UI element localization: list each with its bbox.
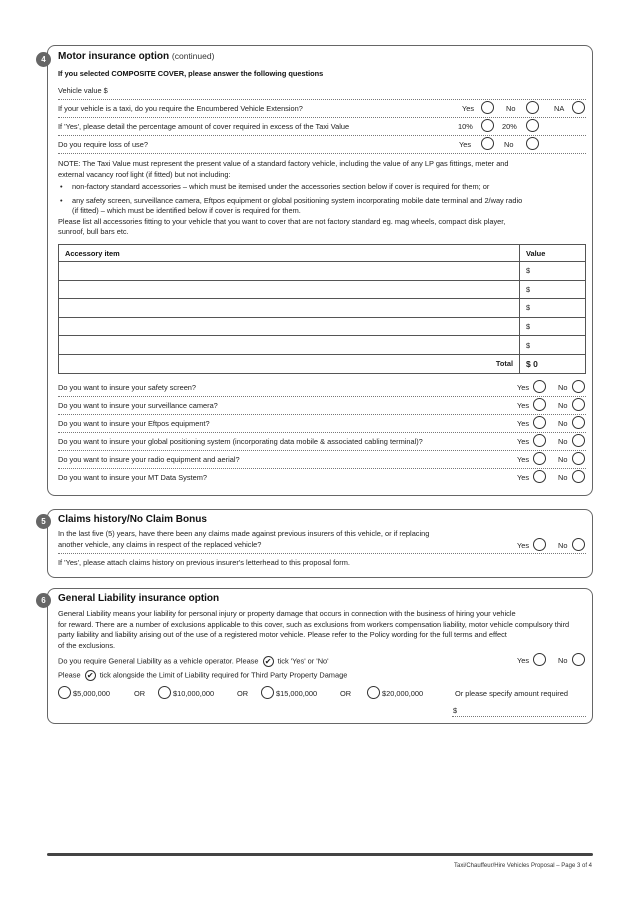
ten-percent-label: 10% xyxy=(458,122,473,131)
question-row-gps xyxy=(58,433,586,451)
paragraph-line: for reward. There are a number of exclusions applicable to this cover, such as exclusions from workers compensation liability, motor vehicle compulsory third xyxy=(58,619,570,629)
column-header-value: Value xyxy=(520,245,586,262)
limit-20m-radio[interactable] xyxy=(367,686,380,699)
yes-radio[interactable] xyxy=(533,380,546,393)
question-text: Do you want to insure your Eftpos equipment? xyxy=(58,419,210,428)
no-label: No xyxy=(558,419,568,428)
accessory-value-cell[interactable]: $ xyxy=(520,280,586,299)
yes-label: Yes xyxy=(517,455,530,464)
limit-20m-label: $20,000,000 xyxy=(382,689,424,698)
section-subtitle: If you selected COMPOSITE COVER, please answer the following questions xyxy=(58,69,324,78)
section-claims-history xyxy=(41,509,593,578)
tick-icon: ✔ xyxy=(263,656,274,667)
vehicle-value-row xyxy=(58,82,586,100)
accessory-value-cell[interactable]: $ xyxy=(520,262,586,281)
question-row-safety-screen xyxy=(58,379,586,397)
accessories-table xyxy=(58,244,586,374)
table-row xyxy=(59,317,586,336)
accessory-value-cell[interactable]: $ xyxy=(520,317,586,336)
section-motor-insurance xyxy=(41,45,593,496)
no-radio[interactable] xyxy=(572,653,585,666)
limit-instruction: Please ✔ tick alongside the Limit of Liability required for Third Party Property Damage xyxy=(58,670,348,680)
footer-divider xyxy=(47,853,593,856)
taxi-value-note xyxy=(58,159,586,238)
question-row-percent xyxy=(58,118,586,136)
twenty-percent-radio[interactable] xyxy=(526,119,539,132)
note-line: Please list all accessories fitting to your vehicle that you want to cover that are not factory standard eg. mag wheels, compact disk player, xyxy=(58,216,506,226)
accessory-item-cell[interactable] xyxy=(59,317,520,336)
yes-label: Yes xyxy=(517,656,530,665)
bullet-continuation: (if fitted) – which must be identified below if cover is required for them. xyxy=(72,206,301,215)
no-radio[interactable] xyxy=(526,137,539,150)
limit-15m-label: $15,000,000 xyxy=(276,689,318,698)
limit-5m-label: $5,000,000 xyxy=(73,689,110,698)
note-line: NOTE: The Taxi Value must represent the present value of a standard factory vehicle, including the value of any LP gas fittings, meter and xyxy=(58,159,509,168)
question-text: Do you require loss of use? xyxy=(58,140,148,149)
question-text: If 'Yes', please detail the percentage amount of cover required in excess of the Taxi Value xyxy=(58,122,350,131)
note-line: external vacancy roof light (if fitted) but not including: xyxy=(58,169,231,179)
limit-15m-radio[interactable] xyxy=(261,686,274,699)
no-radio[interactable] xyxy=(526,101,539,114)
yes-label: Yes xyxy=(517,401,530,410)
yes-label: Yes xyxy=(517,473,530,482)
specify-amount-label: Or please specify amount required xyxy=(455,689,568,698)
table-row xyxy=(59,336,586,355)
accessory-item-cell[interactable] xyxy=(59,299,520,318)
dollar-sign: $ xyxy=(453,706,458,715)
claims-note: If 'Yes', please attach claims history on previous insurer's letterhead to this proposal form. xyxy=(58,558,350,567)
yes-label: Yes xyxy=(517,541,530,550)
yes-radio[interactable] xyxy=(481,137,494,150)
section-general-liability xyxy=(41,588,593,724)
column-header-item: Accessory item xyxy=(59,245,520,262)
yes-label: Yes xyxy=(459,140,472,149)
footer-page-label: Taxi/Chauffeur/Hire Vehicles Proposal – Page 3 of 4 xyxy=(454,863,592,869)
yes-label: Yes xyxy=(517,383,530,392)
na-radio[interactable] xyxy=(572,101,585,114)
limit-10m-label: $10,000,000 xyxy=(173,689,215,698)
yes-label: Yes xyxy=(462,104,475,113)
limit-5m-radio[interactable] xyxy=(58,686,71,699)
no-radio[interactable] xyxy=(572,470,585,483)
question-text: Do you want to insure your safety screen? xyxy=(58,383,197,392)
accessory-item-cell[interactable] xyxy=(59,262,520,281)
yes-radio[interactable] xyxy=(533,653,546,666)
or-label: OR xyxy=(237,689,249,698)
no-label: No xyxy=(558,455,568,464)
no-label: No xyxy=(558,473,568,482)
yes-radio[interactable] xyxy=(533,470,546,483)
total-value[interactable]: $ 0 xyxy=(520,354,586,373)
bullet-item: • any safety screen, surveillance camera, Eftpos equipment or global positioning system incorporating mobile date terminal and 2/way radio xyxy=(58,196,586,207)
question-text: In the last five (5) years, have there been any claims made against previous insurers of this vehicle, or if replacing another vehicle, any claims in respect of the replaced vehicle? xyxy=(58,529,430,549)
question-text: Do you want to insure your radio equipment and aerial? xyxy=(58,455,240,464)
yes-radio[interactable] xyxy=(533,416,546,429)
table-row xyxy=(59,280,586,299)
or-label: OR xyxy=(340,689,352,698)
question-row-loss-of-use xyxy=(58,136,586,154)
accessory-value-cell[interactable]: $ xyxy=(520,336,586,355)
question-text: Do you want to insure your MT Data System? xyxy=(58,473,207,482)
paragraph-line: party liability and liability arising out of the use of a registered motor vehicle. Please refer to the Policy wording for the full terms and effect xyxy=(58,630,507,639)
or-label: OR xyxy=(134,689,146,698)
question-row-eftpos xyxy=(58,415,586,433)
yes-radio[interactable] xyxy=(481,101,494,114)
paragraph-line: of the exclusions. xyxy=(58,640,116,650)
question-row-surveillance-camera xyxy=(58,397,586,415)
no-label: No xyxy=(558,437,568,446)
section-title: Motor insurance option (continued) xyxy=(58,51,215,62)
no-radio[interactable] xyxy=(572,538,585,551)
specify-amount-field[interactable] xyxy=(452,703,586,717)
question-text: Do you want to insure your global positioning system (incorporating data mobile & associated cabling terminal)? xyxy=(58,437,423,446)
paragraph-line: General Liability means your liability for personal injury or property damage that occurs in connection with the business of hiring your vehicle xyxy=(58,609,516,618)
question-row-taxi xyxy=(58,100,586,118)
table-row xyxy=(59,262,586,281)
no-label: No xyxy=(558,656,568,665)
na-label: NA xyxy=(554,104,565,113)
twenty-percent-label: 20% xyxy=(502,122,517,131)
general-liability-description xyxy=(58,609,586,651)
note-line: sunroof, bull bars etc. xyxy=(58,227,129,236)
vehicle-value-label: Vehicle value $ xyxy=(58,86,108,95)
section-title: Claims history/No Claim Bonus xyxy=(58,514,207,525)
yes-radio[interactable] xyxy=(533,452,546,465)
yes-radio[interactable] xyxy=(533,398,546,411)
accessory-item-cell[interactable] xyxy=(59,280,520,299)
question-row-claims xyxy=(58,527,586,554)
no-label: No xyxy=(506,104,516,113)
no-radio[interactable] xyxy=(572,416,585,429)
title-suffix: (continued) xyxy=(171,51,215,61)
section-number-badge: 4 xyxy=(36,52,51,67)
yes-label: Yes xyxy=(517,437,530,446)
no-label: No xyxy=(558,383,568,392)
accessory-value-cell[interactable]: $ xyxy=(520,299,586,318)
question-row-radio-equipment xyxy=(58,451,586,469)
no-label: No xyxy=(558,541,568,550)
table-row xyxy=(59,299,586,318)
section-number-badge: 5 xyxy=(36,514,51,529)
tick-icon: ✔ xyxy=(85,670,96,681)
section-title: General Liability insurance option xyxy=(58,593,220,604)
no-radio[interactable] xyxy=(572,452,585,465)
accessory-item-cell[interactable] xyxy=(59,336,520,355)
bullet-item: • non-factory standard accessories – which must be itemised under the accessories section below if cover is required for them; or xyxy=(58,182,586,193)
no-radio[interactable] xyxy=(572,434,585,447)
table-total-row xyxy=(59,354,586,373)
no-label: No xyxy=(504,140,514,149)
question-row-mt-data xyxy=(58,469,586,487)
no-label: No xyxy=(558,401,568,410)
total-label: Total xyxy=(59,354,520,373)
ten-percent-radio[interactable] xyxy=(481,119,494,132)
section-number-badge: 6 xyxy=(36,593,51,608)
question-text: Do you want to insure your surveillance camera? xyxy=(58,401,218,410)
general-liability-question: Do you require General Liability as a vehicle operator. Please ✔ tick 'Yes' or 'No' xyxy=(58,656,329,666)
table-header xyxy=(59,245,586,262)
question-text: If your vehicle is a taxi, do you require the Encumbered Vehicle Extension? xyxy=(58,104,303,113)
yes-radio[interactable] xyxy=(533,434,546,447)
yes-radio[interactable] xyxy=(533,538,546,551)
no-radio[interactable] xyxy=(572,398,585,411)
no-radio[interactable] xyxy=(572,380,585,393)
limit-10m-radio[interactable] xyxy=(158,686,171,699)
yes-label: Yes xyxy=(517,419,530,428)
